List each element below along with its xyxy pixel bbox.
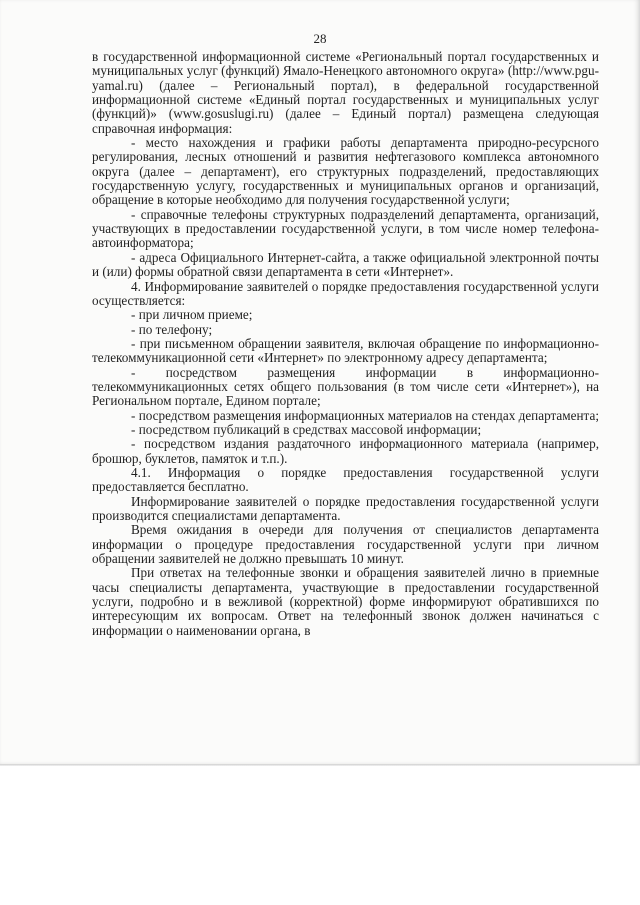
- paragraph: - адреса Официального Интернет-сайта, а также официальной электронной почты и (или) формы обратной связи департамента в сети «Интернет».: [92, 249, 599, 280]
- paragraph: - при письменном обращении заявителя, включая обращение по информационно-телекоммуникационной сети «Интернет» по электронному адресу департамента;: [92, 335, 599, 366]
- paragraph: - место нахождения и графики работы департамента природно-ресурсного регулирования, лесных отношений и развития нефтегазового комплекса автономного округа (далее – департамент), его структурных подразделений, предоставляющих государственную услугу, государственных и муниципальных органов и организаций, обращение в которые необходимо для получения государственной услуги;: [92, 135, 599, 208]
- document-body: [92, 50, 599, 638]
- page-number: 28: [313, 31, 327, 46]
- paragraph: - по телефону;: [131, 321, 213, 337]
- paragraph: Информирование заявителей о порядке предоставления государственной услуги производится специалистами департамента.: [92, 493, 599, 523]
- paragraph: 4. Информирование заявителей о порядке предоставления государственной услуги осуществляется:: [92, 278, 599, 308]
- paragraph: - посредством публикаций в средствах массовой информации;: [131, 421, 482, 437]
- paragraph: - посредством размещения информации в информационно-телекоммуникационных сетях общего пользования (в том числе сети «Интернет»), на Региональном портале, Едином портале;: [92, 364, 599, 409]
- paragraph: Время ожидания в очереди для получения от специалистов департамента информации о процедуре предоставления государственной услуги при личном обращении заявителей не должно превышать 10 минут.: [92, 522, 599, 567]
- page-bottom-edge: [0, 764, 640, 766]
- paragraph: При ответах на телефонные звонки и обращения заявителей лично в приемные часы специалисты департамента, участвующие в предоставлении государственной услуги, подробно и в вежливой (корректной) форме информируют обратившихся по интересующим их вопросам. Ответ на телефонный звонок должен начинаться с информации о наименовании органа, в: [92, 565, 599, 638]
- paragraph: в государственной информационной системе «Региональный портал государственных и муниципальных услуг (функций) Ямало-Ненецкого автономного округа» (http://www.pgu-yamal.ru) (далее – Региональный портал), в федеральной государственной информационной системе «Единый портал государственных и муниципальных услуг (функций)» (www.gosuslugi.ru) (далее – Единый портал) размещена следующая справочная информация:: [92, 49, 599, 136]
- paragraph: - посредством размещения информационных материалов на стендах департамента;: [131, 407, 599, 423]
- paragraph: - при личном приеме;: [131, 307, 253, 323]
- paragraph: - посредством издания раздаточного информационного материала (например, брошюр, буклетов, памяток и т.п.).: [92, 436, 599, 466]
- paragraph: - справочные телефоны структурных подразделений департамента, организаций, участвующих в предоставлении государственной услуги, в том числе номер телефона-автоинформатора;: [92, 206, 599, 251]
- paragraph: 4.1. Информация о порядке предоставления государственной услуги предоставляется бесплатно.: [92, 464, 599, 495]
